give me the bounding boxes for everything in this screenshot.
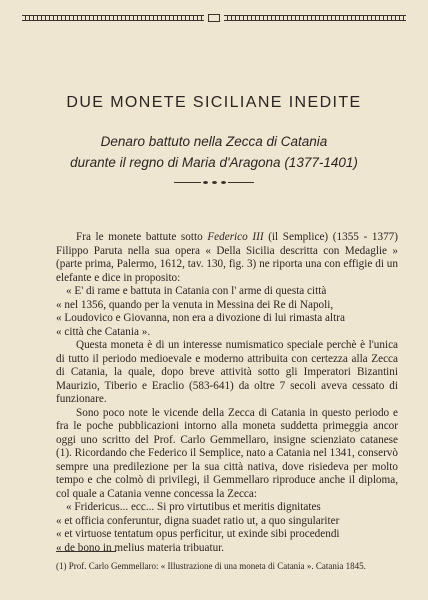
top-ornament-border <box>22 14 406 22</box>
paragraph-1: Fra le monete battute sotto Federico III (il Semplice) (1355 - 1377) Filippo Paruta nella sua opera « Della Sicilia descritta con Medaglie » (parte prima, Palermo, 1612, tav. 130, fig. 3) ne riporta una con effigie di un elefante e dice in proposito: <box>56 231 398 284</box>
quote-line: « città che Catania ». <box>56 325 151 338</box>
article-subtitle-line1: Denaro battuto nella Zecca di Catania <box>100 134 328 149</box>
quote-line: « nel 1356, quando per la venuta in Messina dei Re di Napoli, <box>56 298 334 311</box>
quote-line: « et virtuose tentatum opus perficitur, ut exinde sibi procedendi <box>56 528 340 540</box>
article-body <box>56 231 398 555</box>
footnote: (1) Prof. Carlo Gemmellaro: « Illustrazione di una moneta di Catania ». Catania 1845. <box>56 561 366 571</box>
quote-line: « E' di rame e battuta in Catania con l' arme di questa città <box>66 285 327 297</box>
quote-line: « de bono in melius materia tribuatur. <box>56 541 225 554</box>
section-ornament-rule <box>174 180 254 184</box>
quote-line: « Fridericus... ecc... Si pro virtutibus et meritis dignitates <box>66 501 321 513</box>
quote-line: « Loudovico e Giovanna, non era a divozione di lui rimasta altra <box>56 312 345 324</box>
quote-line: « et officia conferuntur, digna suadet ratio ut, a quo singulariter <box>56 514 340 527</box>
paragraph-3: Sono poco note le vicende della Zecca di Catania in questo periodo e fra le poche pubblicazioni intorno alla moneta suddetta primeggia ancor oggi uno scritto del Prof. Carlo Gemmellaro, insigne scienziato catanese (1). Ricordando che Federico il Semplice, nato a Catania nel 1341, conservò sempre una predilezione per la sua città nativa, dove risiedeva per molto tempo e che colmò di privilegi, il Gemmellaro riproduce anche il diploma, col quale a Catania venne concessa la Zecca: <box>56 406 398 500</box>
federico-name: Federico III <box>207 231 264 243</box>
footnote-divider <box>56 551 116 552</box>
article-subtitle-line2: durante il regno di Maria d'Aragona (1377-1401) <box>70 155 358 170</box>
paragraph-2: Questa moneta è di un interesse numismatico speciale perchè è l'unica di tutto il periodo medioevale e moderno attribuita con certezza alla Zecca di Catania, la quale, dopo breve attività sotto gli Imperatori Bizantini Maurizio, Tiberio e Eraclio (583-641) da oltre 7 secoli aveva cessato di funzionare. <box>56 339 398 405</box>
article-title: DUE MONETE SICILIANE INEDITE <box>66 94 362 111</box>
